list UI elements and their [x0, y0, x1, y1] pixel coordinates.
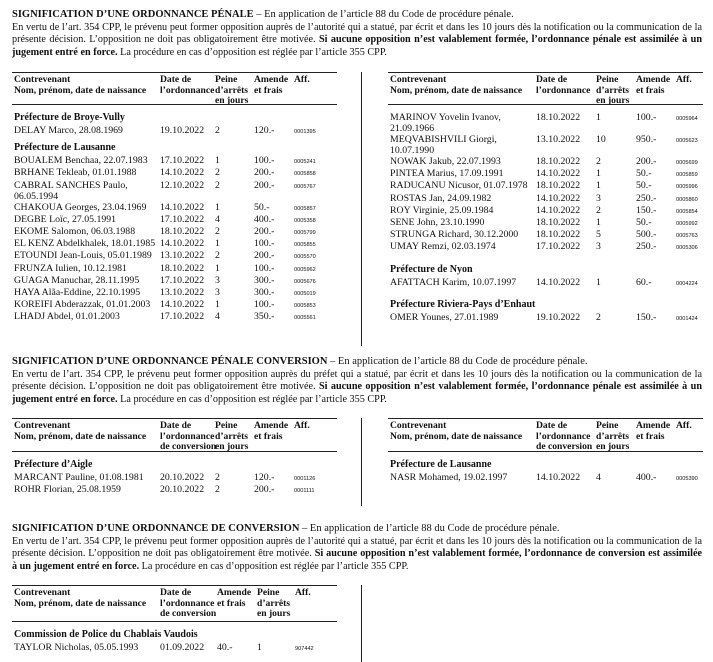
cell-amende: 50.- — [254, 201, 270, 213]
cell-aff: 0001424 — [676, 315, 698, 322]
cell-name: PINTEA Marius, 17.09.1991 — [390, 168, 504, 180]
table-row — [12, 484, 337, 496]
cell-peine: 1 — [257, 642, 262, 653]
col-header-peine: Peine d’arrêts en jours — [257, 587, 291, 619]
cell-date: 18.10.2022 — [536, 180, 581, 192]
cell-peine: 1 — [215, 299, 220, 311]
table-row — [12, 263, 337, 275]
cell-date: 14.10.2022 — [536, 168, 581, 180]
table-row — [12, 155, 337, 167]
cell-name: STRUNGA Richard, 30.12.2000 — [390, 229, 519, 241]
cell-aff: 0005390 — [676, 476, 698, 482]
cell-date: 14.10.2022 — [536, 192, 581, 204]
cell-amende: 250.- — [636, 241, 657, 253]
cell-aff: 0005019 — [294, 291, 316, 297]
cell-name: FRUNZA Iulien, 10.12.1981 — [14, 262, 127, 274]
table-row — [388, 156, 703, 168]
group-title: Préfecture de Lausanne — [14, 142, 116, 154]
col-header-amende: Amende et frais — [254, 74, 289, 96]
cell-aff: 0005853 — [294, 303, 316, 310]
cell-aff: 0001126 — [294, 476, 316, 482]
cell-amende: 50.- — [636, 217, 652, 228]
cell-name: OMER Younes, 27.01.1989 — [390, 311, 499, 323]
cell-amende: 200.- — [636, 156, 657, 167]
col-header-name: Contrevenant Nom, prénom, date de naissance — [14, 420, 147, 442]
group-title: Préfecture de Nyon — [390, 263, 473, 275]
cell-peine: 2 — [215, 179, 220, 191]
cell-peine: 3 — [596, 241, 601, 253]
col-header-date: Date de l’ordonnance de conversion — [536, 420, 593, 452]
cell-aff: 0001111 — [294, 488, 315, 495]
cell-amende: 200.- — [254, 226, 275, 237]
table-row — [388, 229, 703, 241]
cell-name: GUAGA Manuchar, 28.11.1995 — [14, 274, 140, 286]
table-row — [388, 134, 703, 156]
cell-date: 18.10.2022 — [536, 217, 581, 228]
cell-aff: 0005306 — [676, 245, 698, 252]
table-header-rule — [12, 104, 337, 105]
cell-name: UMAY Remzi, 02.03.1974 — [390, 241, 496, 253]
cell-date: 19.10.2022 — [160, 125, 205, 136]
cell-aff: 0005860 — [676, 196, 698, 203]
cell-date: 17.10.2022 — [536, 241, 581, 253]
group-title: Commission de Police du Chablais Vaudois — [14, 629, 198, 640]
table-row — [12, 472, 337, 484]
table-row — [12, 202, 337, 214]
cell-name: LHADJ Abdel, 01.01.2003 — [14, 311, 120, 323]
table-top-rule — [12, 72, 337, 73]
table-row — [12, 179, 337, 202]
cell-peine: 10 — [596, 134, 606, 145]
cell-name: BOUALEM Benchaa, 22.07.1983 — [14, 155, 148, 167]
cell-amende: 120.- — [254, 125, 275, 136]
cell-name: MARINOV Yovelin Ivanov, 21.09.1966 — [390, 112, 501, 134]
group-title: Préfecture de Broye-Vully — [14, 112, 125, 123]
table-top-rule — [12, 418, 337, 419]
cell-date: 13.10.2022 — [160, 250, 205, 262]
col-header-date: Date de l’ordonnance de conversion — [160, 587, 217, 619]
cell-aff: 0005676 — [294, 278, 316, 285]
cell-amende: 500.- — [636, 229, 657, 241]
cell-aff: 0005358 — [294, 217, 316, 224]
cell-peine: 2 — [215, 125, 220, 136]
table-header-rule — [12, 451, 337, 452]
table-header-rule — [388, 451, 703, 452]
table-row — [12, 311, 337, 323]
col-header-aff: Aff. — [676, 420, 692, 431]
cell-date: 17.10.2022 — [160, 213, 205, 225]
col-header-date: Date de l’ordonnance — [536, 74, 591, 96]
cell-peine: 5 — [596, 229, 601, 241]
cell-amende: 60.- — [636, 276, 652, 288]
cell-peine: 1 — [215, 201, 220, 213]
cell-date: 14.10.2022 — [536, 276, 581, 288]
cell-name: RADUCANU Nicusor, 01.07.1978 — [390, 180, 528, 192]
cell-amende: 100.- — [254, 299, 275, 311]
cell-name: MEQVABISHVILI Giorgi, 10.07.1990 — [390, 134, 497, 156]
table-row — [12, 214, 337, 226]
table-row — [388, 193, 703, 205]
table-row — [388, 241, 703, 253]
cell-date: 12.10.2022 — [160, 179, 205, 191]
col-header-peine: Peine d’arrêts en jours — [596, 420, 630, 452]
cell-date: 13.10.2022 — [160, 287, 205, 298]
cell-date: 01.09.2022 — [160, 642, 205, 653]
cell-name: TAYLOR Nicholas, 05.05.1993 — [14, 642, 139, 653]
cell-aff: 0001395 — [294, 129, 316, 135]
cell-peine: 2 — [215, 250, 220, 262]
cell-name: ROY Virginie, 25.09.1984 — [390, 204, 494, 216]
table-row — [12, 642, 337, 654]
cell-name: CABRAL SANCHES Paulo, 06.05.1994 — [14, 179, 128, 202]
cell-peine: 1 — [596, 276, 601, 288]
cell-peine: 1 — [596, 168, 601, 180]
cell-date: 13.10.2022 — [536, 134, 581, 145]
cell-date: 17.10.2022 — [160, 155, 205, 167]
cell-name: BRHANE Tekleab, 01.01.1988 — [14, 167, 137, 179]
cell-name: AFATTACH Karim, 10.07.1997 — [390, 276, 517, 288]
table-row — [388, 180, 703, 192]
cell-date: 19.10.2022 — [536, 311, 581, 323]
cell-amende: 150.- — [636, 204, 657, 216]
cell-amende: 950.- — [636, 134, 657, 145]
cell-peine: 2 — [215, 167, 220, 179]
table-row — [12, 167, 337, 179]
cell-peine: 2 — [596, 204, 601, 216]
cell-date: 14.10.2022 — [160, 201, 205, 213]
cell-peine: 1 — [215, 155, 220, 167]
cell-name: SENE John, 23.10.1990 — [390, 217, 485, 228]
cell-name: NASR Mohamed, 19.02.1997 — [390, 472, 508, 483]
cell-date: 20.10.2022 — [160, 484, 205, 496]
col-header-amende: Amende et frais — [217, 587, 252, 609]
col-header-aff: Aff. — [676, 74, 692, 85]
cell-peine: 4 — [596, 472, 601, 483]
cell-amende: 200.- — [254, 179, 275, 191]
column-divider — [361, 418, 362, 506]
cell-name: EL KENZ Abdelkhalek, 18.01.1985 — [14, 238, 156, 250]
cell-peine: 1 — [215, 262, 220, 274]
col-header-amende: Amende et frais — [636, 420, 671, 442]
group-title: Préfecture d’Aigle — [14, 459, 93, 470]
cell-aff: 0005570 — [294, 254, 316, 261]
section-1-title: SIGNIFICATION D’UNE ORDONNANCE PÉNALE – En application de l’article 88 du Code de procédure pénale. — [12, 9, 514, 20]
cell-amende: 200.- — [254, 250, 275, 262]
cell-name: EKOME Salomon, 06.03.1988 — [14, 226, 136, 237]
cell-peine: 1 — [596, 112, 601, 123]
col-header-name: Contrevenant Nom, prénom, date de naissance — [14, 587, 147, 609]
cell-amende: 100.- — [254, 155, 275, 167]
column-divider — [361, 72, 362, 346]
col-header-date: Date de l’ordonnance de conversion — [160, 420, 217, 452]
cell-aff: 0005699 — [676, 160, 698, 166]
cell-peine: 1 — [215, 238, 220, 250]
table-row — [12, 125, 337, 137]
cell-date: 18.10.2022 — [160, 262, 205, 274]
cell-date: 14.10.2022 — [160, 167, 205, 179]
cell-aff: 0005996 — [676, 184, 698, 191]
cell-aff: 0005859 — [676, 172, 698, 179]
cell-name: DEGBE Loïc, 27.05.1991 — [14, 213, 117, 225]
cell-date: 18.10.2022 — [160, 226, 205, 237]
cell-peine: 3 — [596, 192, 601, 204]
cell-amende: 300.- — [254, 274, 275, 286]
cell-date: 18.10.2022 — [536, 156, 581, 167]
cell-name: ROSTAS Jan, 24.09.1982 — [390, 192, 492, 204]
cell-peine: 4 — [215, 311, 220, 323]
col-header-peine: Peine d’arrêts en jours — [215, 74, 249, 106]
cell-amende: 50.- — [636, 180, 652, 192]
table-row — [388, 217, 703, 229]
cell-amende: 100.- — [254, 238, 275, 250]
col-header-aff: Aff. — [294, 74, 310, 85]
cell-amende: 350.- — [254, 311, 275, 323]
cell-date: 18.10.2022 — [536, 112, 581, 123]
col-header-amende: Amende et frais — [254, 420, 289, 442]
table-header-rule — [388, 104, 703, 105]
cell-date: 20.10.2022 — [160, 472, 205, 483]
table-row — [388, 277, 703, 289]
cell-aff: 0005964 — [676, 116, 698, 122]
table-top-rule — [388, 72, 703, 73]
table-top-rule — [12, 585, 337, 586]
cell-date: 14.10.2022 — [536, 472, 581, 483]
cell-aff: 0004224 — [676, 280, 698, 287]
cell-peine: 2 — [215, 226, 220, 237]
cell-name: NOWAK Jakub, 22.07.1993 — [390, 156, 501, 167]
cell-peine: 3 — [215, 274, 220, 286]
cell-aff: 0005241 — [294, 159, 316, 166]
cell-amende: 200.- — [254, 167, 275, 179]
table-row — [388, 168, 703, 180]
cell-name: KOREIFI Abderazzak, 01.01.2003 — [14, 299, 151, 311]
cell-aff: 907442 — [295, 646, 314, 652]
table-row — [12, 238, 337, 250]
cell-aff: 0005857 — [294, 205, 316, 212]
table-row — [388, 205, 703, 217]
cell-aff: 0005623 — [676, 138, 698, 144]
section-2-paragraph: En vertu de l’art. 354 CPP, le prévenu peut former opposition auprès du préfet qui a statué, par écrit et dans les 10 jours dès la notification ou la communication de la présente décision. L’opposition ne doit pas obligatoirement être motivée. Si aucune opposition n’est valablement formée, l’ordonnance pénale est assimilée à un jugement entré en force. La procédure en cas d’opposition est réglée par l’article 355 CPP. — [12, 369, 702, 405]
cell-name: ROHR Florian, 25.08.1959 — [14, 484, 121, 496]
section-3-paragraph: En vertu de l’art. 354 CPP, le prévenu peut former opposition auprès de l’autorité qui a statué, par écrit et dans les 10 jours dès la notification ou la communication de la présente décision. L’opposition ne doit pas obligatoirement être motivée. Si aucune opposition n’est valablement formée, l’ordonnance de conversion est assimilée à un jugement entré en force. La procédure en cas d’opposition est réglée par l’article 355 CPP. — [12, 536, 702, 572]
section-2-title: SIGNIFICATION D’UNE ORDONNANCE PÉNALE CONVERSION – En application de l’article 88 du Code de procédure pénale. — [12, 356, 588, 367]
group-title: Préfecture de Lausanne — [390, 459, 492, 470]
cell-date: 14.10.2022 — [160, 299, 205, 311]
col-header-peine: Peine d’arrêts en jours — [215, 420, 249, 452]
cell-aff: 0005854 — [676, 208, 698, 215]
cell-aff: 0005962 — [294, 266, 316, 273]
cell-aff: 0005992 — [676, 221, 698, 227]
cell-name: CHAKOUA Georges, 23.04.1969 — [14, 201, 147, 213]
col-header-peine: Peine d’arrêts en jours — [596, 74, 630, 106]
cell-amende: 100.- — [636, 112, 657, 123]
col-header-name: Contrevenant Nom, prénom, date de naissance — [14, 74, 147, 96]
cell-amende: 40.- — [217, 642, 233, 653]
cell-amende: 250.- — [636, 192, 657, 204]
table-header-rule — [12, 621, 337, 622]
cell-peine: 4 — [215, 213, 220, 225]
table-row — [12, 299, 337, 311]
table-row — [12, 226, 337, 238]
col-header-name: Contrevenant Nom, prénom, date de naissance — [390, 74, 523, 96]
table-row — [12, 250, 337, 262]
table-row — [388, 312, 703, 324]
cell-date: 17.10.2022 — [160, 274, 205, 286]
cell-aff: 0005763 — [676, 233, 698, 240]
cell-peine: 2 — [596, 156, 601, 167]
cell-peine: 1 — [596, 217, 601, 228]
cell-date: 17.10.2022 — [160, 311, 205, 323]
cell-aff: 0005855 — [294, 242, 316, 249]
cell-name: HAYA Alãa-Eddine, 22.10.1995 — [14, 287, 141, 298]
cell-peine: 2 — [596, 311, 601, 323]
cell-amende: 400.- — [636, 472, 657, 483]
cell-amende: 120.- — [254, 472, 275, 483]
cell-amende: 150.- — [636, 311, 657, 323]
col-header-name: Contrevenant Nom, prénom, date de naissance — [390, 420, 523, 442]
col-header-aff: Aff. — [295, 587, 311, 598]
cell-name: DELAY Marco, 28.08.1969 — [14, 125, 123, 136]
cell-peine: 3 — [215, 287, 220, 298]
table-top-rule — [388, 418, 703, 419]
column-divider — [361, 585, 362, 662]
table-row — [12, 275, 337, 287]
col-header-aff: Aff. — [294, 420, 310, 431]
cell-amende: 100.- — [254, 262, 275, 274]
cell-peine: 1 — [596, 180, 601, 192]
cell-aff: 0005858 — [294, 171, 316, 178]
cell-date: 14.10.2022 — [160, 238, 205, 250]
cell-date: 18.10.2022 — [536, 229, 581, 241]
cell-amende: 400.- — [254, 213, 275, 225]
col-header-amende: Amende et frais — [636, 74, 671, 96]
cell-name: MARCANT Pauline, 01.08.1981 — [14, 472, 144, 483]
cell-peine: 2 — [215, 472, 220, 483]
cell-amende: 50.- — [636, 168, 652, 180]
cell-aff: 0005561 — [294, 315, 316, 322]
section-3-title: SIGNIFICATION D’UNE ORDONNANCE DE CONVERSION – En application de l’article 88 du Code de procédure pénale. — [12, 523, 560, 534]
table-row — [388, 472, 703, 484]
cell-name: ETOUNDI Jean-Louis, 05.01.1989 — [14, 250, 152, 262]
cell-aff: 0005767 — [294, 183, 316, 190]
cell-date: 14.10.2022 — [536, 204, 581, 216]
cell-amende: 300.- — [254, 287, 275, 298]
table-row — [12, 287, 337, 299]
cell-amende: 200.- — [254, 484, 275, 496]
col-header-date: Date de l’ordonnance — [160, 74, 215, 96]
cell-aff: 0005799 — [294, 230, 316, 236]
cell-peine: 2 — [215, 484, 220, 496]
table-row — [388, 112, 703, 134]
group-title: Préfecture Riviera-Pays d’Enhaut — [390, 298, 536, 310]
section-1-paragraph: En vertu de l’art. 354 CPP, le prévenu peut former opposition auprès de l’autorité qui a statué, par écrit et dans les 10 jours dès la notification ou la communication de la présente décision. L’opposition ne doit pas obligatoirement être motivée. Si aucune opposition n’est valablement formée, l’ordonnance pénale est assimilée à un jugement entré en force. La procédure en cas d’opposition est réglée par l’article 355 CPP. — [12, 22, 702, 58]
